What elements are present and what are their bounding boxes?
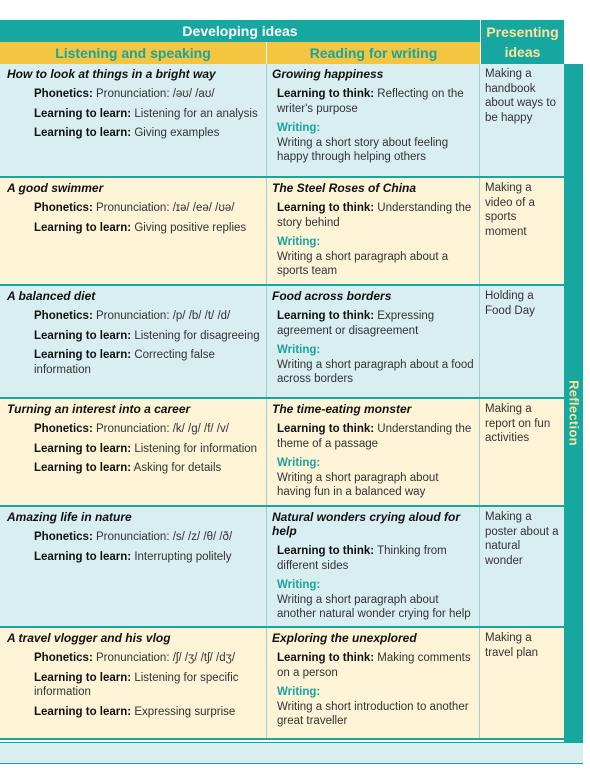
writing-text: Writing a short paragraph about another natural wonder crying for help [277, 593, 471, 620]
ls-title: Amazing life in nature [7, 510, 132, 524]
learning-to-think-item: Learning to think: Thinking from different sides [277, 545, 447, 572]
learning-to-learn-item: Learning to learn: Listening for an analysis [34, 107, 258, 120]
phonetics-item: Phonetics: Pronunciation: /p/ /b/ /t/ /d/ [34, 310, 231, 322]
rw-title: Food across borders [272, 289, 392, 303]
reflection-column [564, 64, 583, 762]
rw-title: Exploring the unexplored [272, 631, 417, 645]
writing-label: Writing: [277, 236, 321, 248]
ls-title: A good swimmer [7, 181, 104, 195]
writing-label: Writing: [277, 457, 321, 469]
listening-speaking-cell [0, 286, 267, 397]
learning-to-learn-item: Learning to learn: Expressing surprise [34, 705, 236, 718]
listening-speaking-cell [0, 64, 267, 176]
learning-to-think-item: Learning to think: Expressing agreement or disagreement [277, 310, 435, 337]
writing-label: Writing: [277, 579, 321, 591]
rw-title: Natural wonders crying aloud for help [272, 510, 461, 538]
presenting-cell: Making a report on fun activities [485, 403, 551, 444]
presenting-cell: Making a poster about a natural wonder [485, 511, 559, 567]
unit-row-4 [0, 399, 564, 507]
learning-to-learn-item: Learning to learn: Listening for disagreeing [34, 329, 260, 342]
reading-writing-cell [267, 178, 480, 284]
phonetics-item: Phonetics: Pronunciation: /ʃ/ /ʒ/ /tʃ/ /dʒ/ [34, 652, 236, 664]
reading-writing-cell [267, 64, 480, 176]
learning-to-learn-item: Learning to learn: Giving examples [34, 127, 220, 139]
unit-row-6 [0, 628, 564, 740]
presenting-ideas-header [480, 20, 564, 64]
writing-label: Writing: [277, 122, 321, 134]
listening-speaking-header: Listening and speaking [0, 42, 267, 64]
reading-writing-cell [267, 399, 480, 505]
learning-to-learn-item: Learning to learn: Listening for information [34, 442, 258, 455]
reading-writing-cell [267, 628, 480, 738]
listening-speaking-cell [0, 178, 267, 284]
presenting-cell: Making a handbook about ways to be happy [485, 68, 556, 124]
learning-to-learn-item: Learning to learn: Giving positive replies [34, 221, 247, 234]
presenting-header-line2: ideas [504, 44, 541, 60]
table-footer-band [0, 742, 583, 764]
presenting-cell: Making a travel plan [485, 632, 539, 659]
writing-text: Writing a short paragraph about a food across borders [277, 358, 474, 385]
writing-text: Writing a short paragraph about a sports team [277, 250, 449, 277]
reading-writing-cell [267, 286, 480, 397]
learning-to-think-item: Learning to think: Understanding the story behind [277, 202, 472, 229]
unit-row-5 [0, 507, 564, 628]
ls-title: A travel vlogger and his vlog [7, 631, 171, 645]
learning-to-learn-item: Learning to learn: Listening for specific information [34, 671, 239, 698]
learning-to-think-item: Learning to think: Understanding the theme of a passage [277, 423, 472, 450]
presenting-header-line1: Presenting [486, 24, 559, 40]
unit-row-3 [0, 286, 564, 399]
phonetics-item: Phonetics: Pronunciation: /k/ /g/ /f/ /v/ [34, 423, 229, 435]
presenting-cell: Making a video of a sports moment [485, 182, 535, 238]
writing-text: Writing a short introduction to another great traveller [277, 700, 469, 727]
listening-speaking-cell [0, 628, 267, 738]
reading-writing-cell [267, 507, 480, 626]
learning-to-learn-item: Learning to learn: Asking for details [34, 462, 222, 474]
writing-label: Writing: [277, 344, 321, 356]
rw-title: The time-eating monster [272, 402, 412, 416]
reading-writing-header: Reading for writing [309, 45, 438, 61]
unit-row-2 [0, 178, 564, 286]
learning-to-think-item: Learning to think: Making comments on a person [277, 652, 471, 679]
phonetics-item: Phonetics: Pronunciation: /əʊ/ /aʊ/ [34, 88, 215, 100]
rw-title: Growing happiness [272, 67, 384, 81]
ls-title: How to look at things in a bright way [7, 67, 216, 81]
rw-title: The Steel Roses of China [272, 181, 417, 195]
listening-speaking-cell [0, 399, 267, 505]
developing-ideas-header: Developing ideas [0, 20, 480, 42]
writing-label: Writing: [277, 686, 321, 698]
learning-to-learn-item: Learning to learn: Correcting false information [34, 349, 215, 376]
phonetics-item: Phonetics: Pronunciation: /s/ /z/ /θ/ /ð/ [34, 531, 233, 543]
presenting-cell: Holding a Food Day [485, 290, 535, 317]
learning-to-learn-item: Learning to learn: Interrupting politely [34, 550, 232, 563]
ls-title: Turning an interest into a career [7, 402, 191, 416]
ls-title: A balanced diet [7, 289, 96, 303]
writing-text: Writing a short paragraph about having fun in a balanced way [277, 471, 439, 498]
writing-text: Writing a short story about feeling happy through helping others [277, 136, 449, 163]
learning-to-think-item: Learning to think: Reflecting on the writer's purpose [277, 88, 464, 115]
unit-row-1 [0, 64, 564, 178]
listening-speaking-cell [0, 507, 267, 626]
contents-table [0, 20, 583, 727]
reflection-label: Reflection [566, 380, 581, 446]
phonetics-item: Phonetics: Pronunciation: /ɪə/ /eə/ /ʊə/ [34, 202, 235, 214]
